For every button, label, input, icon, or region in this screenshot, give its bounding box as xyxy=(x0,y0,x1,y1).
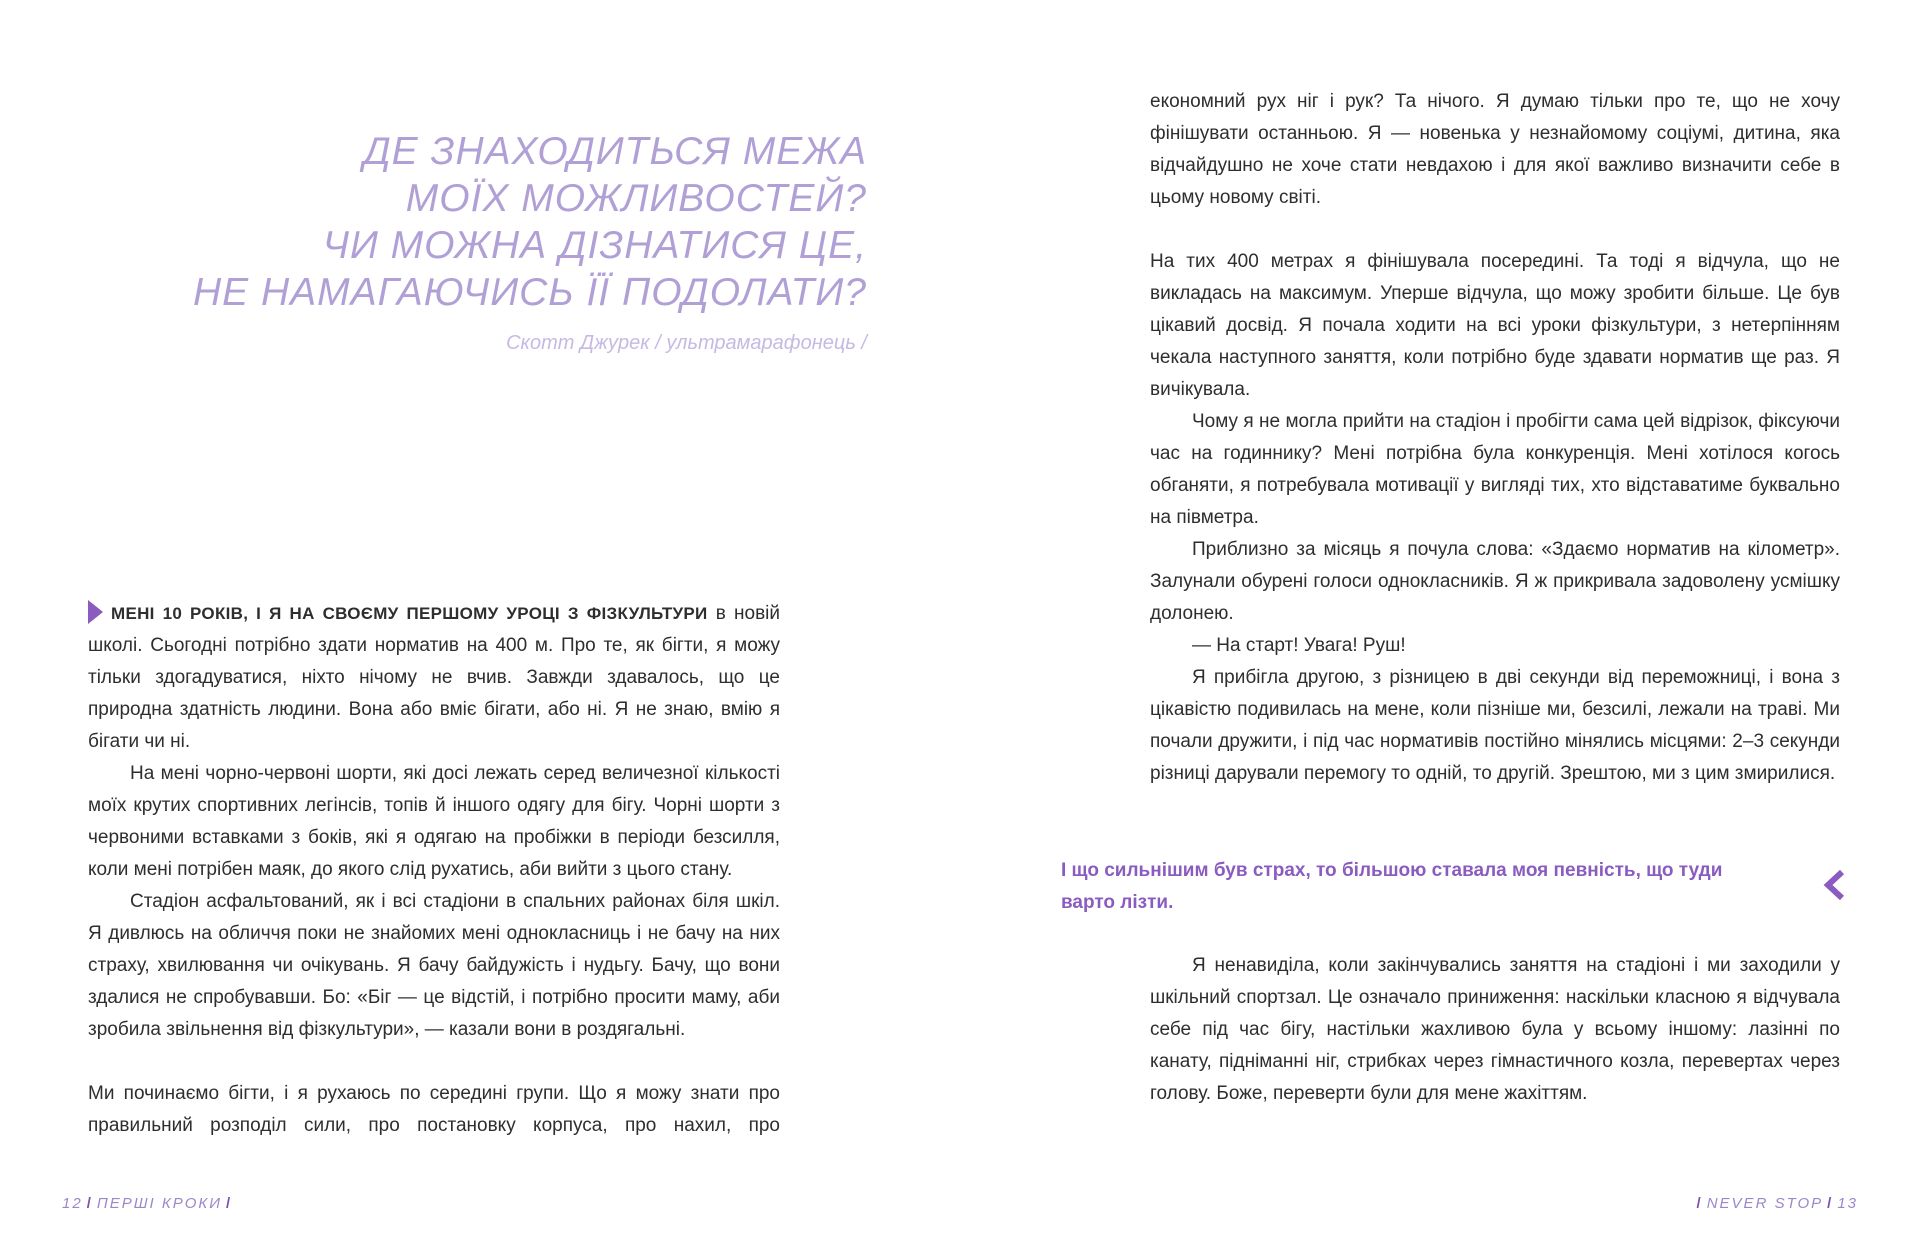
paragraph: Чому я не могла прийти на стадіон і пробігти сама цей відрізок, фіксуючи час на годиннику? Мені потрібна була конкуренція. Мені хотілося когось обганяти, я потребувала мотивації у вигляді тих, хто відставатиме буквально на півметра. xyxy=(1150,411,1840,528)
paragraph: — На старт! Увага! Руш! xyxy=(1192,635,1406,656)
pull-quote-line: варто лізти. xyxy=(1061,892,1174,913)
pull-quote-line: І що сильнішим був страх, то більшою ставала моя певність, що туди xyxy=(1061,860,1723,881)
page-number: 13 xyxy=(1837,1195,1858,1212)
right-page xyxy=(960,0,1920,1251)
paragraph: Я прибігла другою, з різницею в дві секунди від переможниці, і вона з цікавістю подивилась на мене, коли пізніше ми, безсилі, лежали на траві. Ми почали дружити, і під час нормативів постійно мінялись місцями: 2–3 секунди різниці дарували перемогу то одній, то другій. Зрештою, ми з цим змирилися. xyxy=(1150,667,1840,784)
paragraph: економний рух ніг і рук? Та нічого. Я думаю тільки про те, що не хочу фінішувати останньою. Я — новенька у незнайомому соціумі, дитина, яка відчайдушно не хоче стати невдахою і для якої важливо визначити себе в цьому новому світі. xyxy=(1150,91,1840,208)
opening-paragraph xyxy=(88,598,780,758)
paragraph: Я ненавиділа, коли закінчувались заняття на стадіоні і ми заходили у шкільний спортзал. Це означало приниження: наскільки класною я відчувала себе під час бігу, настільки жахливою була у всьому іншому: лазінні по канату, підніманні ніг, стрибках через гімнастичного козла, перевертах через голову. Боже, переверти були для мене жахіттям. xyxy=(1150,955,1840,1104)
paragraph: Приблизно за місяць я почула слова: «Здаємо норматив на кілометр». Залунали обурені голоси однокласників. Я ж прикривала задоволену усмішку долонею. xyxy=(1150,539,1840,624)
footer-right xyxy=(1693,1195,1858,1212)
paragraph: Стадіон асфальтований, як і всі стадіони в спальних районах біля шкіл. Я дивлюсь на обличчя поки не знайомих мені однокласниць і не бачу на них страху, хвилювання чи очікувань. Я бачу байдужість і нудьгу. Бачу, що вони здалися не спробувавши. Бо: «Біг — це відстій, і потрібно просити маму, аби зробила звільнення від фізкультури», — казали вони в роздягальні. xyxy=(88,891,780,1040)
chevron-left-icon xyxy=(1822,870,1846,900)
opening-rest: в новій школі. Сьогодні потрібно здати норматив на 400 м. Про те, як бігти, я можу тільки здогадуватися, ніхто нічому не вчив. Завжди здавалось, що це природна здатність людини. Вона або вміє бігати, або ні. Я не знаю, вмію я бігати чи ні. xyxy=(88,603,780,752)
slash-divider: / xyxy=(1696,1195,1703,1212)
pull-quote xyxy=(1061,855,1761,919)
slash-divider: / xyxy=(86,1195,93,1212)
paragraph: Ми починаємо бігти, і я рухаюсь по середині групи. Що я можу знати про правильний розподіл сили, про постановку корпуса, про нахил, про xyxy=(88,1083,780,1136)
page-number: 12 xyxy=(62,1195,83,1212)
right-body-text xyxy=(1150,86,1840,790)
epigraph-line: ЧИ МОЖНА ДІЗНАТИСЯ ЦЕ, xyxy=(322,224,867,267)
left-body-text xyxy=(88,598,780,1142)
epigraph-author: Скотт Джурек / ультрамарафонець / xyxy=(506,332,867,354)
slash-divider: / xyxy=(225,1195,233,1212)
slash-divider: / xyxy=(1827,1195,1834,1212)
section-title: NEVER STOP xyxy=(1706,1195,1824,1212)
epigraph-line: МОЇХ МОЖЛИВОСТЕЙ? xyxy=(405,177,867,220)
paragraph: На тих 400 метрах я фінішувала посередині. Та тоді я відчула, що не викладась на максимум. Уперше відчула, що можу зробити більше. Це був цікавий досвід. Я почала ходити на всі уроки фізкультури, з нетерпінням чекала наступного заняття, коли потрібно буде здавати норматив ще раз. Я вичікувала. xyxy=(1150,251,1840,400)
arrow-right-icon xyxy=(88,600,103,624)
section-title: ПЕРШІ КРОКИ xyxy=(96,1195,222,1212)
epigraph-line: ДЕ ЗНАХОДИТЬСЯ МЕЖА xyxy=(363,130,867,173)
opening-smallcaps: МЕНІ 10 РОКІВ, І Я НА СВОЄМУ ПЕРШОМУ УРОЦІ З ФІЗКУЛЬТУРИ xyxy=(111,604,708,623)
epigraph xyxy=(147,128,867,355)
epigraph-line: НЕ НАМАГАЮЧИСЬ ЇЇ ПОДОЛАТИ? xyxy=(192,271,867,314)
footer-left xyxy=(62,1195,236,1212)
paragraph: На мені чорно-червоні шорти, які досі лежать серед величезної кількості моїх крутих спортивних легінсів, топів й іншого одягу для бігу. Чорні шорти з червоними вставками з боків, які я одягаю на пробіжки в періоди безсилля, коли мені потрібен маяк, до якого слід рухатись, аби вийти з цього стану. xyxy=(88,763,780,880)
right-body-text-bottom xyxy=(1150,950,1840,1110)
